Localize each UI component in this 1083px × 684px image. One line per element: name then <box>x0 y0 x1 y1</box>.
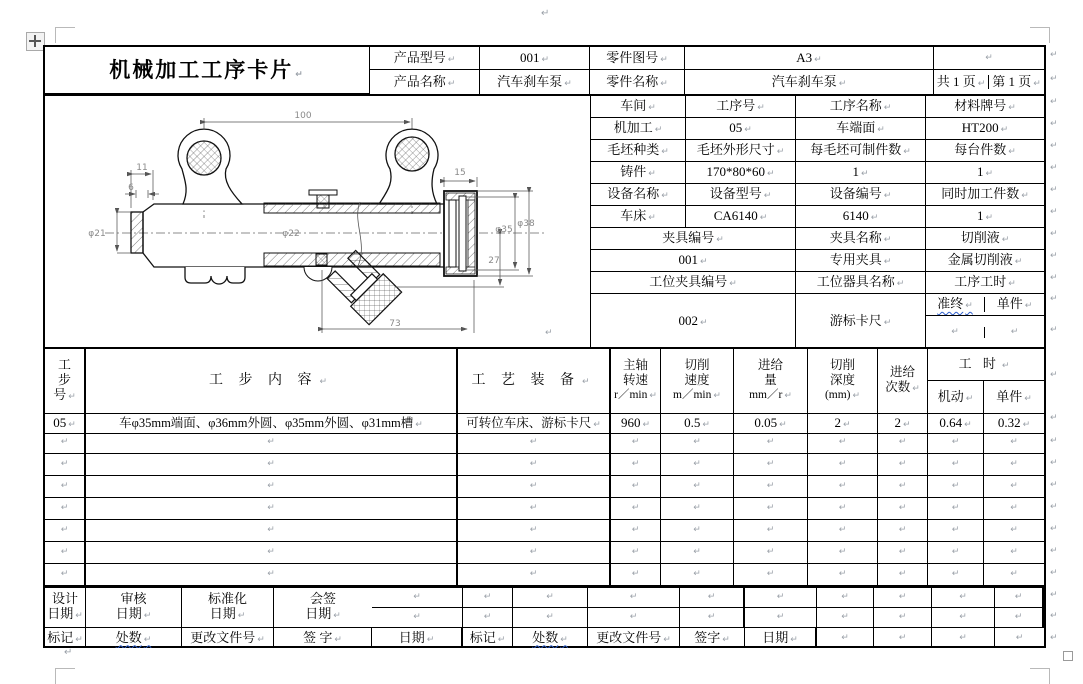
empty-cell <box>458 476 611 498</box>
empty-cell <box>984 432 1044 454</box>
empty-cell <box>878 564 928 586</box>
empty-cell <box>86 432 458 454</box>
empty-cell <box>611 432 661 454</box>
empty-cell <box>984 542 1044 564</box>
spindle-speed-header: 主轴 转速 r／min ↵ <box>611 349 661 414</box>
fixture-name-value: 专用夹具 ↵ <box>796 250 926 272</box>
cut-depth-header: 切削 深度 (mm) ↵ <box>808 349 878 414</box>
dim-phi22: φ22 <box>282 229 300 239</box>
dim-100: 100 <box>294 111 312 121</box>
paragraph-mark: ↵ <box>1050 50 1058 60</box>
empty-cell <box>808 476 878 498</box>
empty-cell <box>808 454 878 476</box>
step-no-value: 05 ↵ <box>45 414 86 434</box>
prep-time-value <box>926 327 985 337</box>
empty-cell <box>458 520 611 542</box>
empty-cell <box>86 476 458 498</box>
empty-cell <box>817 628 874 648</box>
empty-step-rows <box>45 432 1044 586</box>
cutting-speed-header: 切削 速度 m／min ↵ <box>661 349 734 414</box>
empty-cell <box>984 498 1044 520</box>
empty-cell <box>458 454 611 476</box>
empty-cell <box>45 498 86 520</box>
paragraph-mark: ↵ <box>1050 141 1058 151</box>
empty-cell <box>928 520 984 542</box>
blank-type-value: 铸件 ↵ <box>591 162 686 184</box>
empty-cell <box>661 476 734 498</box>
parts-per-machine-label: 每台件数 ↵ <box>926 140 1044 162</box>
empty-cell <box>934 47 1044 70</box>
equipment-name-label: 设备名称 ↵ <box>591 184 686 206</box>
workshop-value: 机加工 ↵ <box>591 118 686 140</box>
empty-cell <box>611 498 661 520</box>
pages-current: 第 1 页 ↵ <box>989 75 1044 90</box>
change-file-no-label: 更改文件号 ↵ <box>182 628 274 648</box>
machine-time-value: 0.64 ↵ <box>928 414 984 434</box>
empty-cell <box>932 608 995 628</box>
date-label: 日期 ↵ <box>372 628 463 648</box>
empty-cell <box>611 454 661 476</box>
material-grade-label: 材料牌号 ↵ <box>926 96 1044 118</box>
cut-depth-value: 2 ↵ <box>808 414 878 434</box>
empty-cell <box>45 432 86 454</box>
process-no-label: 工序号 ↵ <box>686 96 796 118</box>
parts-per-blank-label: 每毛坯可制件数 ↵ <box>796 140 926 162</box>
station-fixture-no-label: 工位夹具编号 ↵ <box>591 272 796 294</box>
process-card-table <box>43 45 1046 648</box>
step-content-header: 工 步 内 容 ↵ <box>86 349 458 414</box>
paragraph-mark: ↵ <box>1050 458 1058 468</box>
step-no-header: 工 步 号 ↵ <box>45 349 86 414</box>
empty-cell <box>928 498 984 520</box>
empty-cell <box>661 520 734 542</box>
empty-cell <box>928 432 984 454</box>
paragraph-mark: ↵ <box>1050 294 1058 304</box>
process-time-label: 工序工时 ↵ <box>926 272 1044 294</box>
pass-count-value: 2 ↵ <box>878 414 928 434</box>
part-drawing-value: A3 ↵ <box>685 47 934 70</box>
change-file-no-label: 更改文件号 ↵ <box>588 628 680 648</box>
empty-cell <box>817 608 874 628</box>
empty-cell <box>817 588 874 608</box>
signature-label: 签字 ↵ <box>680 628 745 648</box>
paragraph-mark: ↵ <box>1050 633 1058 643</box>
empty-cell <box>995 628 1044 648</box>
process-name-value: 车端面 ↵ <box>796 118 926 140</box>
spindle-speed-value: 960 ↵ <box>611 414 661 434</box>
part-drawing-label: 零件图号 ↵ <box>590 47 685 70</box>
pages-total: 共 1 页 ↵ <box>934 75 989 90</box>
parts-per-blank-value: 1 ↵ <box>796 162 926 184</box>
table-resize-handle[interactable] <box>1063 651 1073 661</box>
empty-cell <box>878 542 928 564</box>
dim-11: 11 <box>136 163 148 173</box>
simultaneous-parts-value: 1 ↵ <box>926 206 1044 228</box>
part-name-value: 汽车刹车泵 ↵ <box>685 70 934 94</box>
empty-cell <box>878 498 928 520</box>
empty-cell <box>984 520 1044 542</box>
product-model-label: 产品型号 ↵ <box>370 47 480 70</box>
empty-cell <box>878 520 928 542</box>
dim-phi38: φ38 <box>517 219 535 229</box>
empty-cell <box>808 520 878 542</box>
simultaneous-parts-label: 同时加工件数 ↵ <box>926 184 1044 206</box>
empty-cell <box>808 432 878 454</box>
empty-cell <box>661 498 734 520</box>
empty-cell <box>984 564 1044 586</box>
empty-cell <box>734 476 808 498</box>
empty-cell <box>611 520 661 542</box>
empty-cell <box>928 476 984 498</box>
empty-cell <box>661 542 734 564</box>
dim-phi35: φ35 <box>495 225 513 235</box>
dim-73: 73 <box>389 319 401 329</box>
paragraph-mark: ↵ <box>1050 502 1058 512</box>
empty-cell <box>808 498 878 520</box>
empty-cell <box>588 588 680 608</box>
step-equipment-value: 可转位车床、游标卡尺 ↵ <box>458 414 611 434</box>
empty-cell <box>86 542 458 564</box>
paragraph-mark: ↵ <box>1050 325 1058 335</box>
empty-cell <box>734 564 808 586</box>
empty-cell <box>86 564 458 586</box>
equipment-model-label: 设备型号 ↵ <box>686 184 796 206</box>
empty-cell <box>458 432 611 454</box>
pass-count-header: 进给 次数 ↵ <box>878 349 928 414</box>
empty-cell <box>661 432 734 454</box>
paragraph-mark: ↵ <box>1050 74 1058 84</box>
brake-pump-section-drawing <box>45 96 591 347</box>
text-boundary-corner <box>55 27 77 45</box>
empty-cell <box>734 520 808 542</box>
empty-cell <box>734 454 808 476</box>
product-name-label: 产品名称 ↵ <box>370 70 480 94</box>
station-fixture-no-value: 002 ↵ <box>591 294 796 349</box>
equipment-model-value: CA6140 ↵ <box>686 206 796 228</box>
empty-cell <box>458 498 611 520</box>
design-sign-block: 设计 日期 ↵ <box>45 588 86 628</box>
empty-cell <box>874 628 932 648</box>
signature-label: 签 字 ↵ <box>274 628 372 648</box>
unit-time-label: 单件 ↵ <box>985 297 1044 312</box>
paragraph-mark: ↵ <box>1050 436 1058 446</box>
dim-15: 15 <box>454 168 466 178</box>
count-label: 处数 ↵ <box>86 628 182 648</box>
empty-cell <box>878 432 928 454</box>
paragraph-mark: ↵ <box>64 647 73 658</box>
empty-cell <box>588 608 680 628</box>
unit-time-value: 0.32 ↵ <box>984 414 1044 434</box>
product-name-value: 汽车刹车泵 ↵ <box>480 70 590 94</box>
empty-cell <box>661 454 734 476</box>
paragraph-mark: ↵ <box>1050 207 1058 217</box>
review-sign-block: 审核 日期 ↵ <box>86 588 182 628</box>
empty-cell <box>45 542 86 564</box>
empty-cell <box>661 564 734 586</box>
paragraph-mark: ↵ <box>1050 480 1058 490</box>
unit-time-header: 单件 ↵ <box>984 381 1044 414</box>
cutting-speed-value: 0.5 ↵ <box>661 414 734 434</box>
fixture-no-label: 夹具编号 ↵ <box>591 228 796 250</box>
text-boundary-corner <box>55 664 77 682</box>
empty-cell <box>86 454 458 476</box>
process-name-label: 工序名称 ↵ <box>796 96 926 118</box>
text-boundary-corner <box>1028 664 1050 682</box>
empty-cell <box>734 542 808 564</box>
empty-cell <box>928 564 984 586</box>
paragraph-mark: ↵ <box>1050 370 1058 380</box>
feed-rate-value: 0.05 ↵ <box>734 414 808 434</box>
paragraph-mark: ↵ <box>1050 97 1058 107</box>
station-tool-name-value: 游标卡尺 ↵ <box>796 294 926 349</box>
workshop-label: 车间 ↵ <box>591 96 686 118</box>
coolant-label: 切削液 ↵ <box>926 228 1044 250</box>
fixture-no-value: 001 ↵ <box>591 250 796 272</box>
blank-size-label: 毛坯外形尺寸 ↵ <box>686 140 796 162</box>
paragraph-mark: ↵ <box>1050 229 1058 239</box>
empty-cell <box>680 608 745 628</box>
empty-cell <box>463 588 513 608</box>
paragraph-mark: ↵ <box>1050 590 1058 600</box>
empty-cell <box>734 498 808 520</box>
empty-cell <box>45 520 86 542</box>
empty-cell <box>372 608 463 628</box>
dim-phi21: φ21 <box>88 229 106 239</box>
unit-time-value <box>985 327 1044 337</box>
empty-cell <box>458 542 611 564</box>
empty-cell <box>611 564 661 586</box>
dim-6: 6 <box>128 183 134 193</box>
paragraph-mark: ↵ <box>541 8 550 19</box>
empty-cell <box>745 588 817 608</box>
equipment-header: 工 艺 装 备 ↵ <box>458 349 611 414</box>
empty-cell <box>928 454 984 476</box>
fixture-name-label: 夹具名称 ↵ <box>796 228 926 250</box>
paragraph-mark: ↵ <box>1050 163 1058 173</box>
empty-cell <box>463 608 513 628</box>
empty-cell <box>513 588 588 608</box>
card-title: 机械加工工序卡片 ↵ <box>45 47 370 94</box>
page-count <box>934 70 1044 94</box>
standardization-sign-block: 标准化 日期 ↵ <box>182 588 274 628</box>
paragraph-mark: ↵ <box>1050 251 1058 261</box>
empty-cell <box>680 588 745 608</box>
empty-cell <box>45 476 86 498</box>
process-no-value: 05 ↵ <box>686 118 796 140</box>
empty-cell <box>995 588 1044 608</box>
empty-cell <box>808 542 878 564</box>
coolant-value: 金属切削液 ↵ <box>926 250 1044 272</box>
empty-cell <box>808 564 878 586</box>
work-time-header: 工 时 ↵ <box>928 349 1044 381</box>
blank-type-label: 毛坯种类 ↵ <box>591 140 686 162</box>
empty-cell <box>86 520 458 542</box>
step-content-value: 车φ35mm端面、φ36mm外圆、φ35mm外圆、φ31mm槽 ↵ <box>86 414 458 434</box>
dim-27: 27 <box>488 256 500 266</box>
material-grade-value: HT200 ↵ <box>926 118 1044 140</box>
feed-rate-header: 进给 量 mm／r ↵ <box>734 349 808 414</box>
empty-cell <box>932 588 995 608</box>
blank-size-value: 170*80*60 ↵ <box>686 162 796 184</box>
paragraph-mark: ↵ <box>545 328 553 338</box>
mark-label: 标记 ↵ <box>45 628 86 648</box>
empty-cell <box>745 608 817 628</box>
mark-label: 标记 ↵ <box>463 628 513 648</box>
time-values <box>926 316 1044 349</box>
end-cap <box>444 191 477 276</box>
part-name-label: 零件名称 ↵ <box>590 70 685 94</box>
empty-cell <box>984 454 1044 476</box>
empty-cell <box>995 608 1044 628</box>
time-header <box>926 294 1044 316</box>
empty-cell <box>611 476 661 498</box>
paragraph-mark: ↵ <box>1050 568 1058 578</box>
equipment-no-label: 设备编号 ↵ <box>796 184 926 206</box>
count-label: 处数 ↵ <box>513 628 588 648</box>
empty-cell <box>45 564 86 586</box>
parts-per-machine-value: 1 ↵ <box>926 162 1044 184</box>
equipment-name-value: 车床 ↵ <box>591 206 686 228</box>
empty-cell <box>513 608 588 628</box>
empty-cell <box>611 542 661 564</box>
machine-time-header: 机动 ↵ <box>928 381 984 414</box>
date-label: 日期 ↵ <box>745 628 817 648</box>
paragraph-mark: ↵ <box>1050 524 1058 534</box>
paragraph-mark: ↵ <box>1050 546 1058 556</box>
empty-cell <box>874 608 932 628</box>
empty-cell <box>932 628 995 648</box>
empty-cell <box>878 454 928 476</box>
countersign-block: 会签 日期 ↵ <box>274 588 372 628</box>
station-tool-name-label: 工位器具名称 ↵ <box>796 272 926 294</box>
empty-cell <box>984 476 1044 498</box>
empty-cell <box>878 476 928 498</box>
part-technical-drawing <box>45 96 591 349</box>
empty-cell <box>928 542 984 564</box>
empty-cell <box>372 588 463 608</box>
paragraph-mark: ↵ <box>1050 273 1058 283</box>
equipment-no-value: 6140 ↵ <box>796 206 926 228</box>
empty-cell <box>734 432 808 454</box>
empty-cell <box>458 564 611 586</box>
paragraph-mark: ↵ <box>1050 611 1058 621</box>
empty-cell <box>86 498 458 520</box>
prep-time-label: 准终 ↵ <box>926 297 985 312</box>
empty-cell <box>874 588 932 608</box>
paragraph-mark: ↵ <box>1050 413 1058 423</box>
paragraph-mark: ↵ <box>1050 119 1058 129</box>
paragraph-mark: ↵ <box>1050 185 1058 195</box>
empty-cell <box>45 454 86 476</box>
centerlines <box>105 126 545 233</box>
text-boundary-corner <box>1028 27 1050 45</box>
product-model-value: 001 ↵ <box>480 47 590 70</box>
